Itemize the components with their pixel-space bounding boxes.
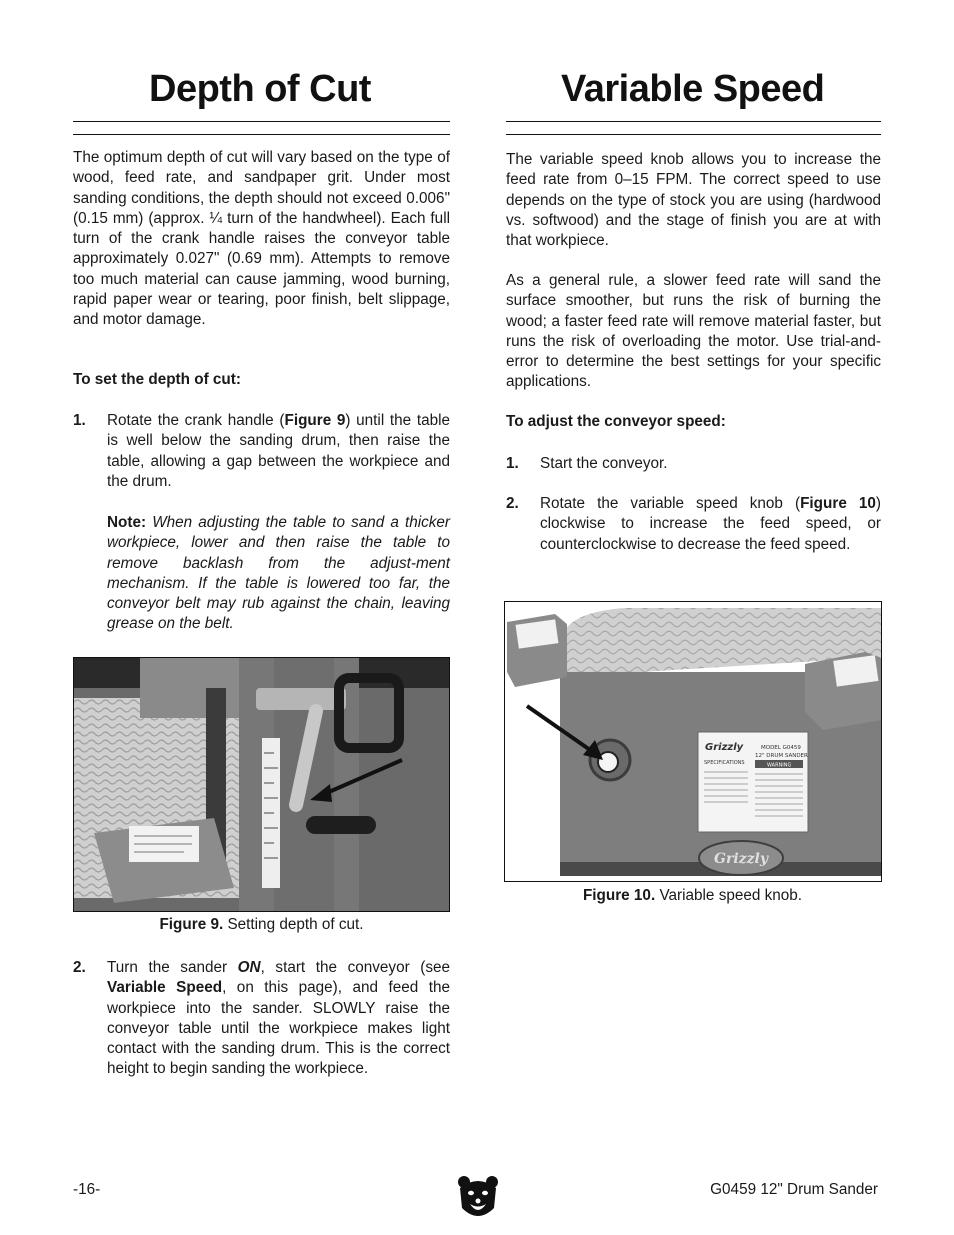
- step-body: Rotate the variable speed knob (Figure 10) clockwise to increase the feed speed, or counterclockwise to decrease the feed speed.: [540, 495, 881, 553]
- speed-paragraph-1: The variable speed knob allows you to increase the feed rate from 0–15 FPM. The correct speed to use depends on the type of stock you are using (hardwood vs. softwood) and the stage of finish you are at with that workpiece.: [506, 151, 881, 250]
- figure-reference: Figure 9: [284, 412, 346, 429]
- note-label: Note:: [107, 514, 147, 531]
- step-number: 2.: [73, 959, 86, 976]
- speed-paragraph-2: As a general rule, a slower feed rate will sand the surface smoother, but runs the risk of burning the wood; a faster feed rate will remove material faster, but runs the risk of overloading the motor. Use trial-and-error to determine the best settings for your specific applications.: [506, 272, 881, 391]
- section-reference: Variable Speed: [107, 979, 223, 997]
- heading-rule: [506, 121, 881, 135]
- step-number: 1.: [506, 455, 519, 472]
- step-body: Turn the sander ON, start the conveyor (see Variable Speed, on this page), and feed the workpiece into the sander. SLOWLY raise the conveyor table until the workpiece makes light contact with the sanding drum. This is the correct height to begin sanding the workpiece.: [107, 959, 451, 1078]
- grizzly-bear-logo-icon: [456, 1174, 500, 1222]
- page-number: -16-: [73, 1181, 101, 1198]
- plate-warning-text: WARNING: [767, 762, 792, 769]
- plate-brand-text: Grizzly: [705, 742, 744, 753]
- plate-model-text: MODEL G0459: [761, 745, 801, 751]
- product-name: G0459 12" Drum Sander: [710, 1181, 878, 1198]
- speed-knob-photo: [505, 602, 882, 881]
- step-2: [506, 494, 881, 555]
- heading-rule: [73, 121, 450, 135]
- on-emphasis: ON: [237, 959, 261, 976]
- section-heading-variable-speed: Variable Speed: [561, 68, 825, 110]
- step-body: Start the conveyor.: [540, 455, 668, 472]
- step-number: 1.: [73, 412, 86, 429]
- figure-reference: Figure 10: [800, 495, 876, 512]
- intro-paragraph: The optimum depth of cut will vary based on the type of wood, feed rate, and sandpaper grit. Under most sanding conditions, the depth should not exceed 0.006" (0.15 mm) (approx. ¼ turn of the handwheel). Each full turn of the crank handle raises the conveyor table approximately 0.027" (0.69 mm). Attempts to remove too much material can cause jamming, wood burning, rapid paper wear or tearing, poor finish, belt slippage, and motor damage.: [73, 149, 450, 329]
- plate-product-text: 12" DRUM SANDER: [755, 753, 808, 759]
- crank-handle-photo: [74, 658, 450, 911]
- plate-specs-text: SPECIFICATIONS: [704, 760, 745, 766]
- figure-9-photo: [73, 657, 450, 912]
- section-heading-depth-of-cut: Depth of Cut: [149, 68, 371, 110]
- brand-badge-text: Grizzly: [713, 851, 769, 867]
- step-2: [73, 958, 450, 1080]
- figure-10-photo: [504, 601, 882, 882]
- step-1: [506, 454, 881, 474]
- procedure-subheading: To adjust the conveyor speed:: [506, 413, 726, 430]
- note: [107, 513, 450, 635]
- note-text: When adjusting the table to sand a thicker workpiece, lower and then raise the table to remove backlash from the adjust-ment mechanism. If the table is lowered too far, the conveyor belt may rub against the chain, leaving grease on the belt.: [107, 514, 451, 633]
- figure-10-caption: Figure 10. Variable speed knob.: [582, 887, 803, 904]
- step-1: [73, 411, 450, 492]
- procedure-subheading: To set the depth of cut:: [73, 371, 241, 388]
- step-number: 2.: [506, 495, 519, 512]
- step-body: Rotate the crank handle (Figure 9) until the table is well below the sanding drum, then raise the table, allowing a gap between the workpiece and the drum.: [107, 412, 450, 490]
- figure-9-caption: Figure 9. Setting depth of cut.: [159, 916, 364, 933]
